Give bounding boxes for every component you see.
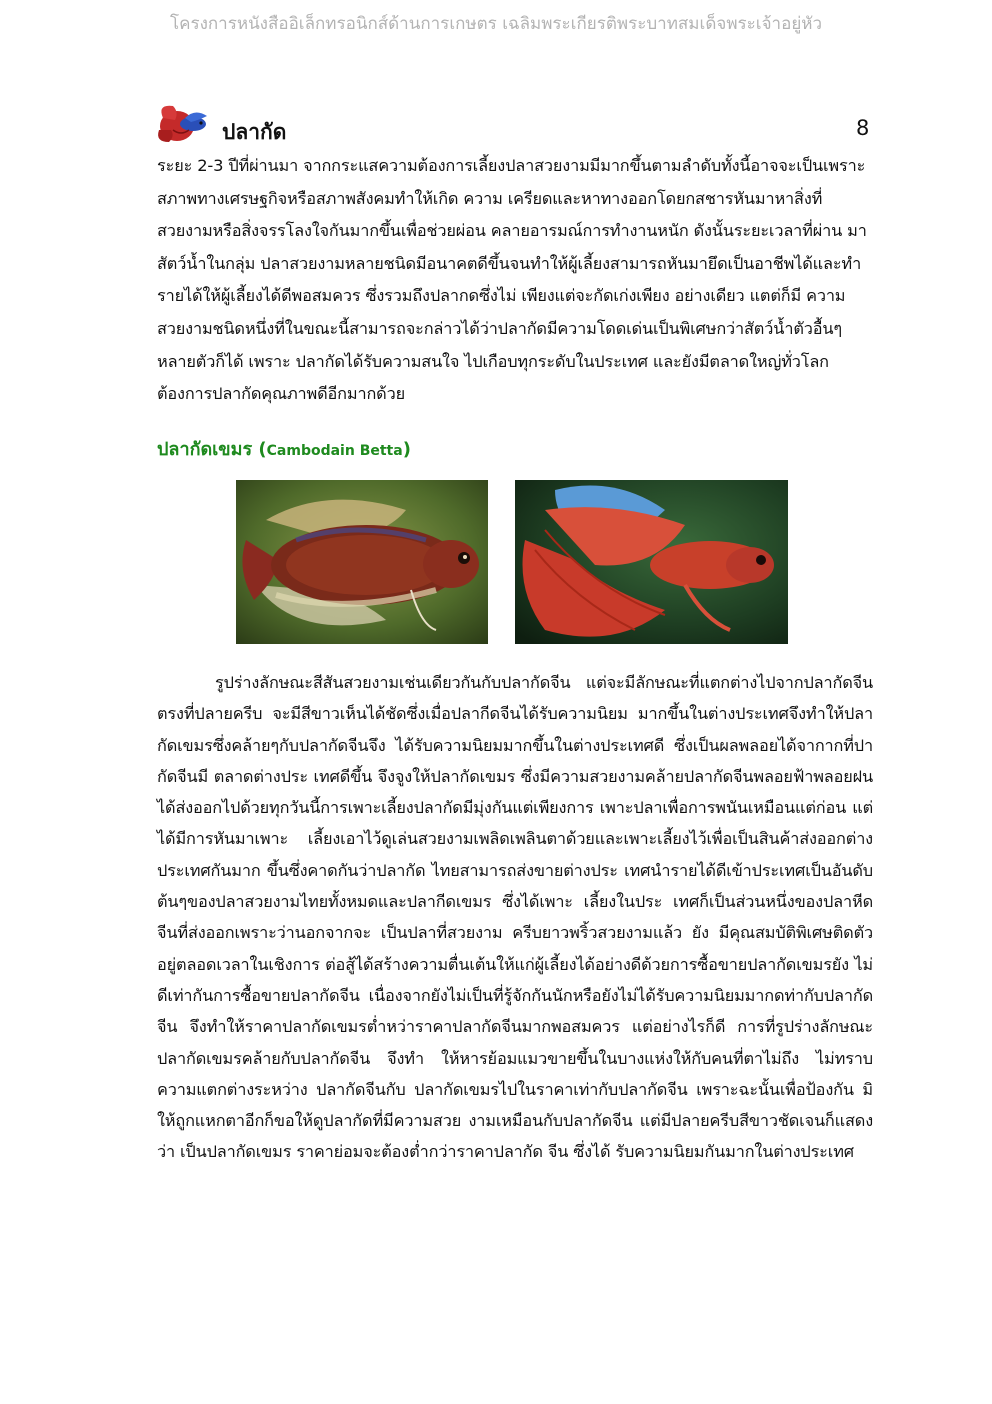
page-number: 8 [856, 116, 870, 140]
body-paragraph: รูปร่างลักษณะสีสันสวยงามเช่นเดียวกันกับปลากัดจีน แต่จะมีลักษณะที่แตกต่างไปจากปลากัดจีนตรงที่ปลายครีบ จะมีสีขาวเห็นได้ชัดซึ่งเมื่อปลากีดจีนได้รับความนิยม มากขึ้นในต่างประเทศจึงทำให้ปลากัดเขมรซึ่งคล้ายๆกับปลากัดจีนจึง ได้รับความนิยมมากขึ้นในต่างประเทศดี ซึ่งเป็นผลพลอยได้จากากที่ปากัดจีนมี ตลาดต่างประ เทศดีขึ้น จึงจูงให้ปลากัดเขมร ซึ่งมีความสวยงามคล้ายปลากัดจีนพลอยฟ้าพลอยฝนได้ส่งออกไปด้วยทุกวันนี้การเพาะเลี้ยงปลากัดมีมุ่งกันแต่เพียงการ เพาะปลาเพื่อการพนันเหมือนแต่ก่อน แต่ได้มีการหันมาเพาะ เลี้ยงเอาไว้ดูเล่นสวยงามเพลิดเพลินตาด้วยและเพาะเลี้ยงไว้เพื่อเป็นสินค้าส่งออกต่างประเทศกันมาก ขึ้นซึ่งคาดกันว่าปลากัด ไทยสามารถส่งขายต่างประ เทศนำรายได้ดีเข้าประเทศเป็นอันดับต้นๆของปลาสวยงามไทยทั้งหมดและปลากีดเขมร ซึ่งได้เพาะ เลี้ยงในประ เทศก็เป็นส่วนหนึ่งของปลาหีดจีนที่ส่งออกเพราะว่านอกจากจะ เป็นปลาที่สวยงาม ครีบยาวพริ้วสวยงามแล้ว ยัง มีคุณสมบัติพิเศษติดตัวอยู่ตลอดเวลาในเชิงการ ต่อสู้ได้สร้างความตื่นเต้นให้แก่ผู้เลี้ยงได้อย่างดีด้วยการซื้อขายปลากัดเขมรยัง ไม่ดีเท่ากันการซื้อขายปลากัดจีน เนื่องจากยังไม่เป็นที่รู้จักกันนักหรือยังไม่ได้รับความนิยมมากดท่ากับปลากัดจีน จึงทำให้ราคาปลากัดเขมรต่ำหว่าราคาปลากัดจีนมากพอสมควร แต่อย่างไรก็ดี การที่รูปร่างลักษณะ ปลากัดเขมรคล้ายกับปลากัดจีน จึงทำ ให้หารย้อมแมวขายขึ้นในบางแห่งให้กับคนที่ตาไม่ถึง ไม่ทราบความแตกต่างระหว่าง ปลากัดจีนกับ ปลากัดเขมรไปในราคาเท่ากับปลากัดจีน เพราะฉะนั้นเพื่อป้องกัน มิให้ถูกแหกตาอีกก็ขอให้ดูปลากัดที่มีความสวย งามเหมือนกับปลากัดจีน แต่มีปลายครีบสีขาวชัดเจนก็แสดงว่า เป็นปลากัดเขมร ราคาย่อมจะต้องต่ำกว่าราคาปลากัด จีน ซึ่งได้ รับความนิยมกันมากในต่างประเทศ [157, 673, 873, 1162]
section-heading-english: Cambodain Betta [266, 443, 403, 459]
cambodian-betta-photo-1 [236, 480, 488, 644]
section-heading-thai: ปลากัดเขมร ( [157, 439, 267, 460]
cambodian-betta-photo-2 [515, 480, 788, 644]
betta-fish-icon [155, 100, 209, 146]
running-header: โครงการหนังสืออิเล็กทรอนิกส์ด้านการเกษตร เฉลิมพระเกียรติพระบาทสมเด็จพระเจ้าอยู่หัว [169, 14, 823, 34]
section-heading-close: ) [402, 439, 411, 460]
section-heading [157, 434, 411, 463]
intro-paragraph: ระยะ 2-3 ปีที่ผ่านมา จากกระแสความต้องการเลี้ยงปลาสวยงามมีมากขึ้นตามลำดับทั้งนี้อาจจะเป็นเพราะสภาพทางเศรษฐกิจหรือสภาพสังคมทำให้เกิด ความ เครียดและหาทางออกโดยกสชารหันมาหาสิ่งที่สวยงามหรือสิ่งจรรโลงใจกันมากขึ้นเพื่อช่วยผ่อน คลายอารมณ์การทำงานหนัก ดังนั้นระยะเวลาที่ผ่าน มาสัตว์น้ำในกลุ่ม ปลาสวยงามหลายชนิดมีอนาคตดีขึ้นจนทำให้ผู้เลี้ยงสามารถหันมายึดเป็นอาชีพได้และทำรายได้ให้ผู้เลี้ยงได้ดีพอสมควร ซึ่งรวมถึงปลากดซึ่งไม่ เพียงแต่จะกัดเก่งเพียง อย่างเดียว แตต่ก็มี ความสวยงามชนิดหนึ่งที่ในขณะนี้สามารถจะกล่าวได้ว่าปลากัดมีความโดดเด่นเป็นพิเศษกว่าสัตว์น้ำตัวอื้นๆหลายตัวก็ได้ เพราะ ปลากัดได้รับความสนใจ ไปเกือบทุกระดับในประเทศ และยังมีตลาดใหญ่ทั่วโลกต้องการปลากัดคุณภาพดีอีกมากด้วย [157, 156, 867, 404]
chapter-title: ปลากัด [222, 120, 287, 144]
